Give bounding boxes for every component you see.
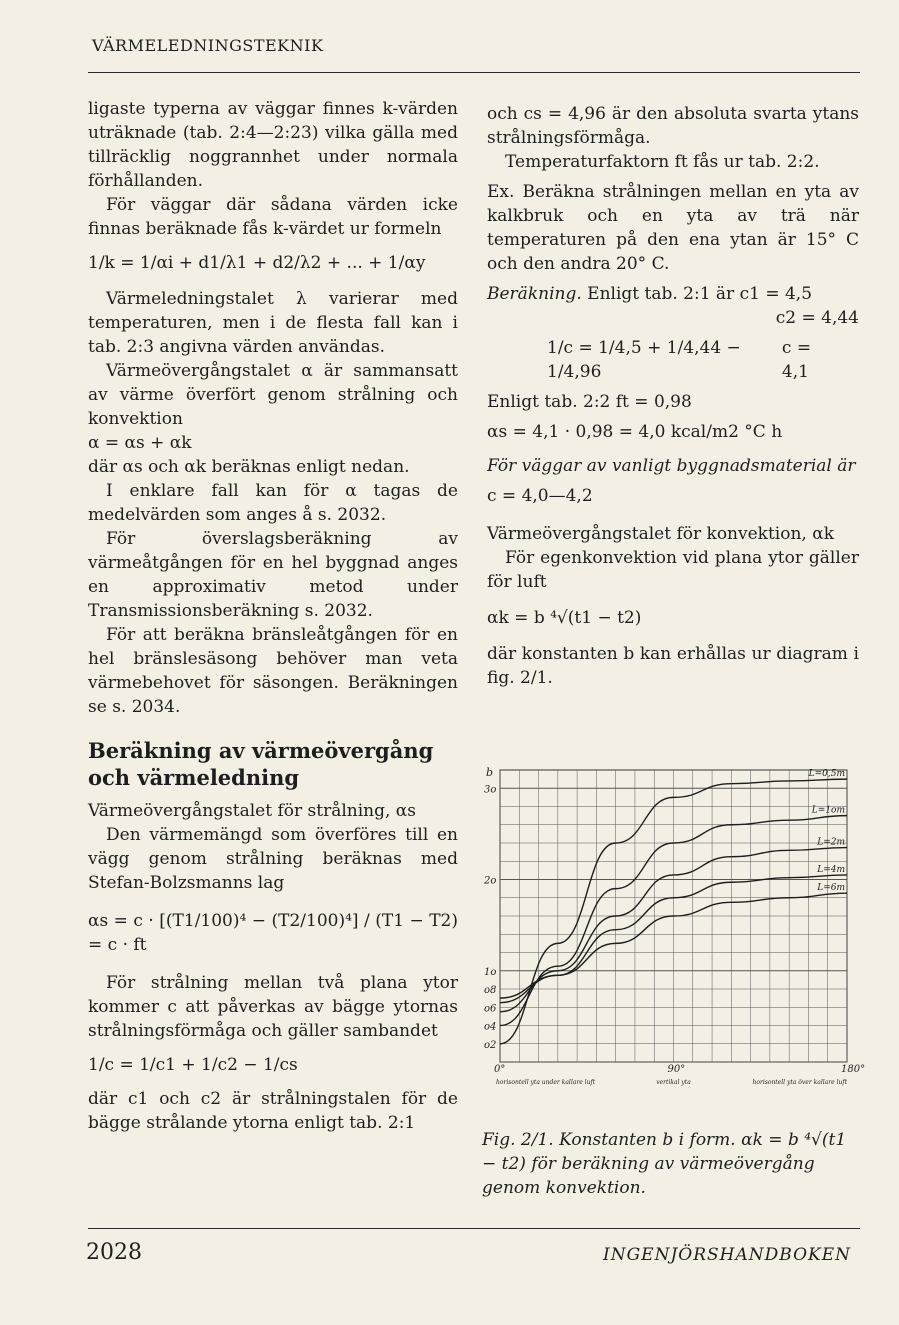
figure-2-1-chart <box>482 762 866 1102</box>
left-paragraph-5: där αs och αk beräknas enligt nedan. <box>88 457 410 477</box>
y-tick-label: o2 <box>484 1039 497 1051</box>
y-tick-label: 1o <box>484 966 497 978</box>
left-paragraph-10: För strålning mellan två plana ytor kommer c att påverkas av bägge ytornas strålningsförmåga och gäller sambandet <box>88 973 458 1041</box>
chart-svg <box>482 762 866 1102</box>
left-paragraph-7: För överslagsberäkning av värmeåtgången för en hel byggnad anges en approximativ metod under Transmissionsberäkning s. 2032. <box>88 529 458 621</box>
right-paragraph-6: För väggar av vanligt byggnadsmaterial är <box>487 456 856 476</box>
formula-stefan-boltzmann: αs = c · [(T1/100)⁴ − (T2/100)⁴] / (T1 − T2) = c · ft <box>88 911 458 955</box>
series-label: L=4m <box>817 864 845 875</box>
left-column <box>88 97 458 1135</box>
right-paragraph-1: och cs = 4,96 är den absoluta svarta ytans strålningsförmåga. <box>487 104 859 148</box>
right-paragraph-8: där konstanten b kan erhållas ur diagram i fig. 2/1. <box>487 644 859 688</box>
x-tick-label: 90° <box>667 1064 686 1075</box>
y-tick-label: o4 <box>484 1021 497 1033</box>
header-rule <box>88 72 860 73</box>
chart-ticks <box>483 766 865 1086</box>
x-category-label: vertikal yta <box>656 1079 691 1086</box>
formula-c-range: c = 4,0—4,2 <box>487 486 593 506</box>
x-tick-label: 0° <box>494 1064 506 1075</box>
x-category-label: horisontell yta över kallare luft <box>752 1079 847 1086</box>
left-paragraph-4: Värmeövergångstalet α är sammansatt av värme överfört genom strålning och konvektion <box>88 361 458 429</box>
x-tick-label: 180° <box>841 1064 866 1075</box>
formula-c-example: 1/c = 1/4,5 + 1/4,44 − 1/4,96 <box>547 338 741 382</box>
left-paragraph-6: I enklare fall kan för α tagas de medelvärden som anges å s. 2032. <box>88 481 458 525</box>
example-equation-row <box>547 336 839 384</box>
footer-rule <box>88 1228 860 1229</box>
left-paragraph-3: Värmeledningstalet λ varierar med temperaturen, men i de flesta fall kan i tab. 2:3 angivna värden användas. <box>88 289 458 357</box>
example-c1: Enligt tab. 2:1 är c1 = 4,5 <box>587 284 813 304</box>
subheading-radiation: Värmeövergångstalet för strålning, αs <box>88 801 416 821</box>
example-c2: c2 = 4,44 <box>775 308 859 328</box>
page-number: 2028 <box>86 1240 142 1265</box>
series-label: L=2m <box>817 837 845 848</box>
y-tick-label: 3o <box>484 784 497 796</box>
example-label: Beräkning. <box>487 284 582 304</box>
formula-alpha-k: αk = b ⁴√(t1 − t2) <box>487 608 642 628</box>
subheading-convection: Värmeövergångstalet för konvektion, αk <box>487 524 835 544</box>
formula-alpha: α = αs + αk <box>88 433 192 453</box>
series-label: L=1om <box>811 805 845 816</box>
left-paragraph-11: där c1 och c2 är strålningstalen för de bägge strålande ytorna enligt tab. 2:1 <box>88 1089 458 1133</box>
book-title: INGENJÖRSHANDBOKEN <box>603 1245 851 1265</box>
y-axis-label: b <box>486 766 494 779</box>
y-tick-label: o6 <box>484 1003 497 1015</box>
result-c: c = 4,1 <box>781 338 812 382</box>
left-paragraph-1: ligaste typerna av väggar finnes k-värden uträknade (tab. 2:4—2:23) vilka gälla med tillräcklig noggrannhet under normala förhållanden. <box>88 99 458 191</box>
series-label: L=0,5m <box>808 769 845 780</box>
y-tick-label: 2o <box>484 875 497 887</box>
right-paragraph-4 <box>487 282 859 306</box>
right-column <box>487 102 859 690</box>
left-paragraph-2: För väggar där sådana värden icke finnas beräknade fås k-värdet ur formeln <box>88 195 458 239</box>
formula-c: 1/c = 1/c1 + 1/c2 − 1/cs <box>88 1055 298 1075</box>
running-header: VÄRMELEDNINGSTEKNIK <box>92 36 324 55</box>
right-paragraph-2: Temperaturfaktorn ft fås ur tab. 2:2. <box>505 152 820 172</box>
right-paragraph-5: Enligt tab. 2:2 ft = 0,98 <box>487 392 692 412</box>
y-tick-label: o8 <box>484 985 497 996</box>
section-heading: Beräkning av värmeövergång och värmeledning <box>88 738 434 790</box>
right-paragraph-3: Ex. Beräkna strålningen mellan en yta av kalkbruk och en yta av trä när temperaturen på den ena ytan är 15° C och den andra 20° C. <box>487 182 859 274</box>
formula-k: 1/k = 1/αi + d1/λ1 + d2/λ2 + ... + 1/αy <box>88 253 426 273</box>
series-label: L=6m <box>817 883 845 894</box>
right-paragraph-7: För egenkonvektion vid plana ytor gäller för luft <box>487 548 859 592</box>
x-category-label: horisontell yta under kallare luft <box>496 1079 596 1086</box>
figure-caption: Fig. 2/1. Konstanten b i form. αk = b ⁴√(t1 − t2) för beräkning av värmeövergång genom konvektion. <box>482 1130 847 1198</box>
left-paragraph-9: Den värmemängd som överföres till en vägg genom strålning beräknas med Stefan-Bolzsmanns lag <box>88 825 458 893</box>
left-paragraph-8: För att beräkna bränsleåtgången för en hel bränslesäsong behöver man veta värmebehovet för säsongen. Beräkningen se s. 2034. <box>88 625 458 717</box>
formula-alpha-s-result: αs = 4,1 · 0,98 = 4,0 kcal/m2 °C h <box>487 422 783 442</box>
